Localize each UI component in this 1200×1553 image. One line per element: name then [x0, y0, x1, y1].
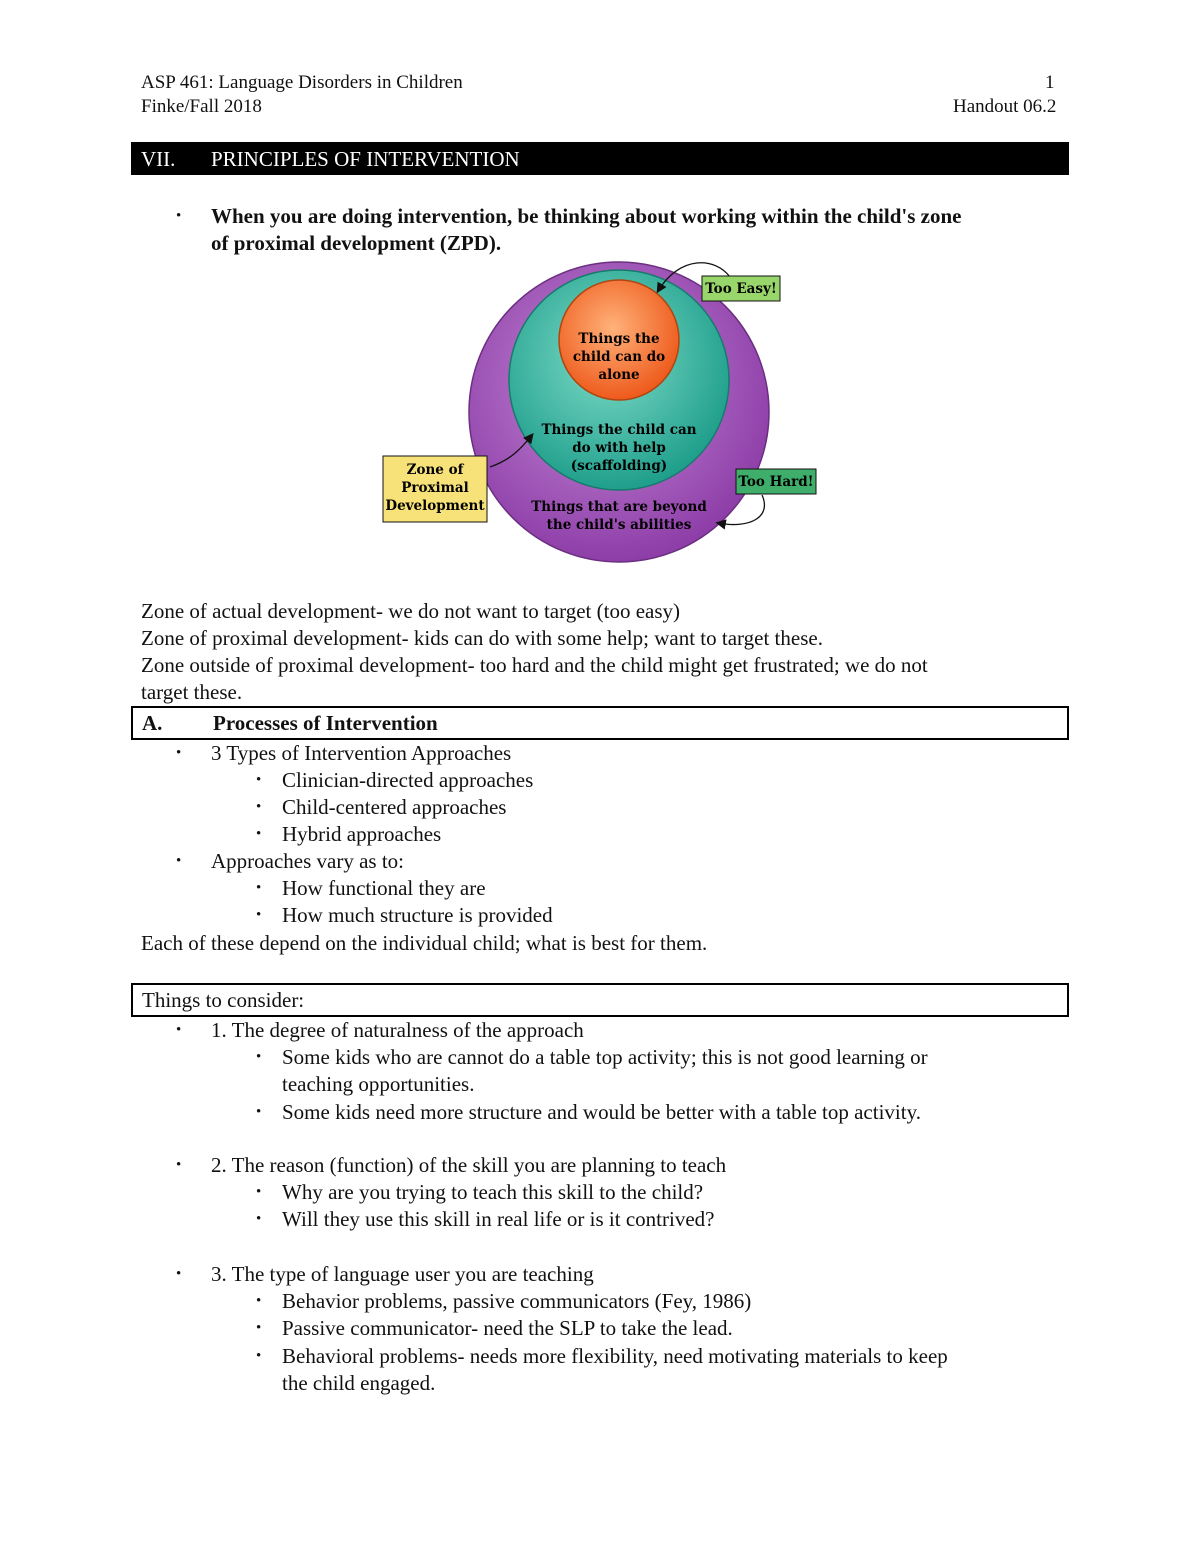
consider-heading-text: Things to consider: [142, 988, 305, 1012]
zpd-diagram [370, 255, 830, 575]
middle-label-2: do with help [572, 440, 666, 456]
consider-item-3-sub-3: Behavioral problems- needs more flexibility, need motivating materials to keep [282, 1344, 948, 1368]
types-heading: 3 Types of Intervention Approaches [211, 741, 512, 765]
zone-outside-text: Zone outside of proximal development- too hard and the child might get frustrated; we do not [141, 653, 928, 677]
bullet-icon: • [256, 1293, 262, 1309]
bullet-icon: • [176, 1157, 182, 1173]
zpd-label-3: Development [385, 498, 485, 514]
zone-proximal-text: Zone of proximal development- kids can do with some help; want to target these. [141, 626, 823, 650]
zone-outside-text-cont: target these. [141, 680, 243, 704]
section-vii-heading [131, 142, 1069, 175]
consider-item-2: 2. The reason (function) of the skill you are planning to teach [211, 1153, 727, 1177]
zpd-label-2: Proximal [401, 480, 469, 496]
consider-item-1: 1. The degree of naturalness of the approach [211, 1018, 584, 1042]
consider-item-3-sub-2: Passive communicator- need the SLP to take the lead. [282, 1316, 733, 1340]
handout-label: Handout 06.2 [953, 96, 1057, 117]
bullet-icon: • [176, 1022, 182, 1038]
consider-item-3: 3. The type of language user you are teaching [211, 1262, 594, 1286]
consider-item-3-sub-3-cont: the child engaged. [282, 1371, 436, 1395]
type-child-centered: Child-centered approaches [282, 795, 507, 819]
zpd-intro-line1: When you are doing intervention, be thinking about working within the child's zone [211, 204, 962, 228]
outer-label-2: the child's abilities [546, 517, 692, 533]
consider-item-3-sub-1: Behavior problems, passive communicators (Fey, 1986) [282, 1289, 752, 1313]
consider-item-2-sub-1: Why are you trying to teach this skill to the child? [282, 1180, 704, 1204]
zpd-label-1: Zone of [406, 462, 464, 478]
consider-item-2-sub-2: Will they use this skill in real life or is it contrived? [282, 1207, 715, 1231]
author-term: Finke/Fall 2018 [141, 96, 262, 117]
bullet-icon: • [256, 1211, 262, 1227]
bullet-icon: • [176, 853, 182, 869]
bullet-icon: • [256, 880, 262, 896]
inner-label-1: Things the [578, 331, 660, 347]
section-a-heading [131, 706, 1069, 740]
bullet-icon: • [256, 907, 262, 923]
type-clinician-directed: Clinician-directed approaches [282, 768, 534, 792]
consider-item-1-sub-1: Some kids who are cannot do a table top activity; this is not good learning or [282, 1045, 928, 1069]
bullet-icon: • [256, 799, 262, 815]
section-a-summary: Each of these depend on the individual child; what is best for them. [141, 931, 708, 955]
middle-label-3: (scaffolding) [570, 458, 668, 474]
zpd-intro-line2: of proximal development (ZPD). [211, 231, 502, 255]
section-a-letter: A. [142, 711, 163, 735]
section-a-title: Processes of Intervention [213, 711, 438, 735]
bullet-icon: • [256, 1104, 262, 1120]
too-easy-label: Too Easy! [705, 281, 777, 297]
consider-item-1-sub-2: Some kids need more structure and would be better with a table top activity. [282, 1100, 921, 1124]
bullet-icon: • [256, 1320, 262, 1336]
type-hybrid: Hybrid approaches [282, 822, 442, 846]
course-title: ASP 461: Language Disorders in Children [141, 72, 463, 93]
inner-label-3: alone [598, 367, 640, 383]
too-hard-label: Too Hard! [738, 474, 814, 490]
page-number: 1 [1045, 72, 1055, 93]
vary-heading: Approaches vary as to: [211, 849, 405, 873]
middle-label-1: Things the child can [541, 422, 697, 438]
section-vii-numeral: VII. [141, 147, 176, 171]
vary-structure: How much structure is provided [282, 903, 553, 927]
bullet-icon: • [256, 1049, 262, 1065]
bullet-icon: • [256, 826, 262, 842]
vary-functional: How functional they are [282, 876, 486, 900]
consider-heading [131, 983, 1069, 1017]
inner-label-2: child can do [572, 349, 666, 365]
bullet-icon: • [176, 208, 182, 224]
bullet-icon: • [176, 1266, 182, 1282]
consider-item-1-sub-1-cont: teaching opportunities. [282, 1072, 475, 1096]
bullet-icon: • [256, 1348, 262, 1364]
bullet-icon: • [256, 1184, 262, 1200]
outer-label-1: Things that are beyond [531, 499, 707, 515]
bullet-icon: • [176, 745, 182, 761]
bullet-icon: • [256, 772, 262, 788]
zone-actual-text: Zone of actual development- we do not want to target (too easy) [141, 599, 681, 623]
section-vii-title: PRINCIPLES OF INTERVENTION [211, 147, 520, 171]
